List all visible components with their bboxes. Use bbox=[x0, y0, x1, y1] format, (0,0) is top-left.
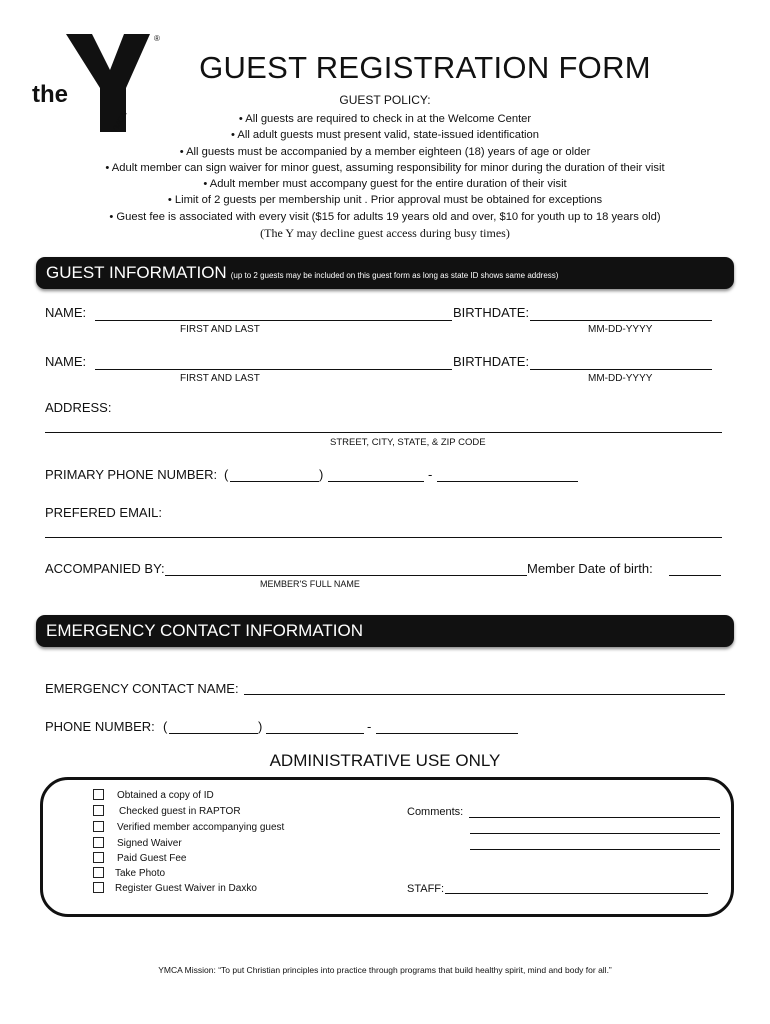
member-dob-label: Member Date of birth: bbox=[527, 561, 653, 576]
email-field[interactable] bbox=[45, 537, 722, 538]
guest2-name-field[interactable] bbox=[95, 369, 452, 370]
checklist-label: Signed Waiver bbox=[117, 838, 182, 849]
checkbox-raptor[interactable] bbox=[93, 805, 104, 816]
checklist-label: Checked guest in RAPTOR bbox=[119, 806, 241, 817]
admin-heading: ADMINISTRATIVE USE ONLY bbox=[269, 751, 501, 770]
mission-statement: YMCA Mission: “To put Christian principles into practice through programs that build healthy spirit, mind and body for all.” bbox=[158, 965, 612, 975]
checkbox-register-waiver[interactable] bbox=[93, 882, 104, 893]
phone-area-code-field[interactable] bbox=[230, 481, 319, 482]
guest1-birthdate-label: BIRTHDATE: bbox=[453, 305, 530, 320]
comments-field-2[interactable] bbox=[470, 833, 720, 834]
checkbox-take-photo[interactable] bbox=[93, 867, 104, 878]
logo-the-text: the bbox=[32, 81, 68, 108]
emergency-area-code-field[interactable] bbox=[169, 733, 258, 734]
policy-list bbox=[40, 111, 730, 241]
guest-information-subtitle: (up to 2 guests may be included on this guest form as long as state ID shows same address) bbox=[230, 271, 559, 280]
policy-item: • All adult guests must present valid, state-issued identification bbox=[230, 129, 539, 142]
emergency-name-label: EMERGENCY CONTACT NAME: bbox=[45, 681, 239, 696]
policy-item: • Adult member can sign waiver for minor guest, assuming responsibility for minor during the duration of their visit bbox=[105, 161, 665, 174]
policy-item: • All guests must be accompanied by a member eighteen (18) years of age or older bbox=[179, 145, 591, 158]
policy-note: (The Y may decline guest access during busy times) bbox=[260, 226, 510, 241]
guest2-birthdate-field[interactable] bbox=[530, 369, 712, 370]
checklist-label: Register Guest Waiver in Daxko bbox=[115, 883, 257, 894]
email-label: PREFERED EMAIL: bbox=[45, 505, 163, 520]
guest2-name-label: NAME: bbox=[45, 354, 87, 369]
guest1-name-hint: FIRST AND LAST bbox=[180, 324, 260, 335]
phone-dash: - bbox=[428, 467, 433, 482]
comments-field-3[interactable] bbox=[470, 849, 720, 850]
emergency-paren-close: ) bbox=[258, 719, 263, 734]
form-title: GUEST REGISTRATION FORM bbox=[199, 50, 651, 85]
phone-prefix-field[interactable] bbox=[328, 481, 424, 482]
checkbox-verified-member[interactable] bbox=[93, 821, 104, 832]
phone-paren-open: ( bbox=[224, 467, 229, 482]
staff-label: STAFF: bbox=[407, 883, 445, 895]
address-hint: STREET, CITY, STATE, & ZIP CODE bbox=[330, 437, 486, 448]
emergency-phone-label: PHONE NUMBER: bbox=[45, 719, 155, 734]
emergency-name-field[interactable] bbox=[244, 694, 725, 695]
address-field[interactable] bbox=[45, 432, 722, 433]
guest2-name-hint: FIRST AND LAST bbox=[180, 373, 260, 384]
comments-label: Comments: bbox=[407, 806, 464, 818]
phone-paren-close: ) bbox=[319, 467, 324, 482]
guest2-birthdate-label: BIRTHDATE: bbox=[453, 354, 530, 369]
guest2-date-hint: MM-DD-YYYY bbox=[588, 373, 653, 384]
guest1-name-field[interactable] bbox=[95, 320, 452, 321]
member-dob-field[interactable] bbox=[669, 575, 721, 576]
emergency-contact-title: EMERGENCY CONTACT INFORMATION bbox=[46, 621, 364, 640]
checkbox-signed-waiver[interactable] bbox=[93, 837, 104, 848]
policy-item: • Guest fee is associated with every visit ($15 for adults 19 years old and over, $10 for youth up to 18 years old) bbox=[109, 210, 661, 223]
checklist-label: Obtained a copy of ID bbox=[117, 790, 214, 801]
member-name-hint: MEMBER'S FULL NAME bbox=[260, 579, 360, 589]
emergency-phone-dash: - bbox=[367, 719, 372, 734]
primary-phone-label: PRIMARY PHONE NUMBER: bbox=[45, 467, 218, 482]
policy-item: • Adult member must accompany guest for the entire duration of their visit bbox=[203, 178, 567, 191]
checkbox-paid-fee[interactable] bbox=[93, 852, 104, 863]
accompanied-by-label: ACCOMPANIED BY: bbox=[45, 561, 165, 576]
policy-item: • All guests are required to check in at the Welcome Center bbox=[238, 113, 532, 125]
address-label: ADDRESS: bbox=[45, 400, 112, 415]
logo-ymca-text: YMCA bbox=[109, 110, 129, 135]
emergency-paren-open: ( bbox=[163, 719, 168, 734]
checklist-label: Take Photo bbox=[115, 868, 166, 879]
guest1-date-hint: MM-DD-YYYY bbox=[588, 324, 653, 335]
policy-heading: GUEST POLICY: bbox=[339, 93, 431, 107]
guest1-birthdate-field[interactable] bbox=[530, 320, 712, 321]
emergency-line-field[interactable] bbox=[376, 733, 518, 734]
accompanied-by-field[interactable] bbox=[165, 575, 527, 576]
phone-line-field[interactable] bbox=[437, 481, 578, 482]
comments-field-1[interactable] bbox=[469, 817, 720, 818]
guest1-name-label: NAME: bbox=[45, 305, 87, 320]
policy-item: • Limit of 2 guests per membership unit . Prior approval must be obtained for exceptions bbox=[167, 194, 603, 207]
checkbox-obtained-id[interactable] bbox=[93, 789, 104, 800]
staff-field[interactable] bbox=[445, 893, 708, 894]
guest-information-title: GUEST INFORMATION bbox=[46, 263, 227, 282]
checklist-label: Paid Guest Fee bbox=[117, 853, 187, 864]
emergency-contact-header bbox=[36, 615, 734, 647]
registered-mark: ® bbox=[154, 34, 160, 43]
guest-information-header bbox=[36, 257, 734, 289]
emergency-prefix-field[interactable] bbox=[266, 733, 364, 734]
checklist-label: Verified member accompanying guest bbox=[117, 822, 285, 833]
